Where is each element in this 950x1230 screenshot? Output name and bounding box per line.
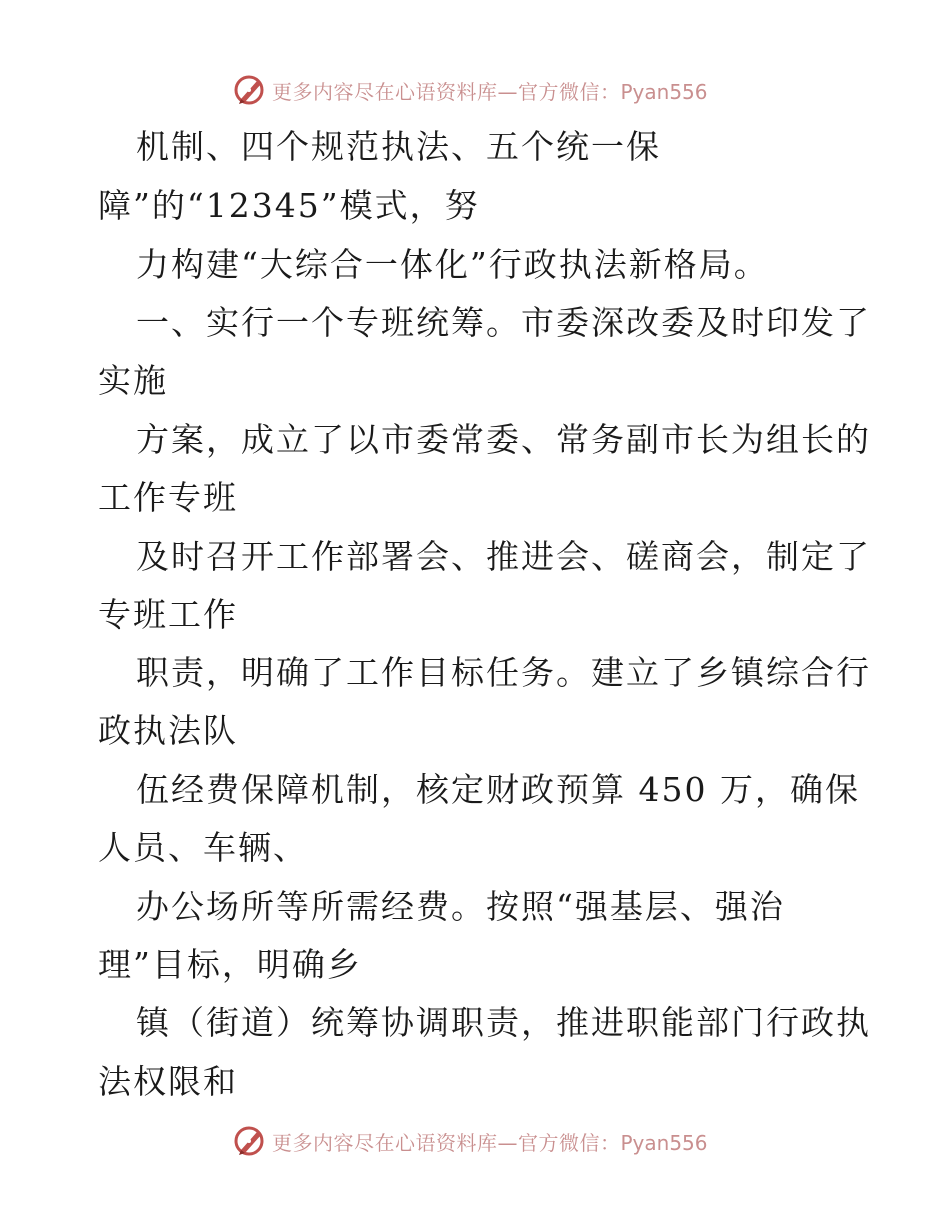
text-line: 伍经费保障机制，核定财政预算 450 万，确保 <box>136 770 860 809</box>
text-line: 实施 <box>98 361 168 400</box>
text-line: 方案，成立了以市委常委、常务副市长为组长的 <box>136 420 871 459</box>
text-line: 障”的“12345”模式，努 <box>98 186 480 225</box>
text-line: 法权限和 <box>98 1062 238 1101</box>
text-line: 办公场所等所需经费。按照“强基层、强治 <box>136 887 785 926</box>
pen-logo-icon <box>232 1123 268 1159</box>
header-watermark <box>232 70 708 110</box>
footer-watermark <box>232 1121 708 1161</box>
watermark-text: 更多内容尽在心语资料库—官方微信：Pyan556 <box>272 1130 708 1155</box>
text-line: 一、实行一个专班统筹。市委深改委及时印发了 <box>136 303 871 342</box>
text-line: 力构建“大综合一体化”行政执法新格局。 <box>136 245 769 284</box>
text-line: 专班工作 <box>98 595 238 634</box>
text-line: 人员、车辆、 <box>98 828 308 867</box>
pen-logo-icon <box>232 72 268 108</box>
text-line: 职责，明确了工作目标任务。建立了乡镇综合行 <box>136 653 871 692</box>
text-line: 理”目标，明确乡 <box>98 945 362 984</box>
text-line: 政执法队 <box>98 711 238 750</box>
text-line: 及时召开工作部署会、推进会、磋商会，制定了 <box>136 537 871 576</box>
text-line: 镇（街道）统筹协调职责，推进职能部门行政执 <box>136 1003 871 1042</box>
watermark-text: 更多内容尽在心语资料库—官方微信：Pyan556 <box>272 79 708 104</box>
text-line: 工作专班 <box>98 478 238 517</box>
text-line: 机制、四个规范执法、五个统一保 <box>136 127 661 166</box>
